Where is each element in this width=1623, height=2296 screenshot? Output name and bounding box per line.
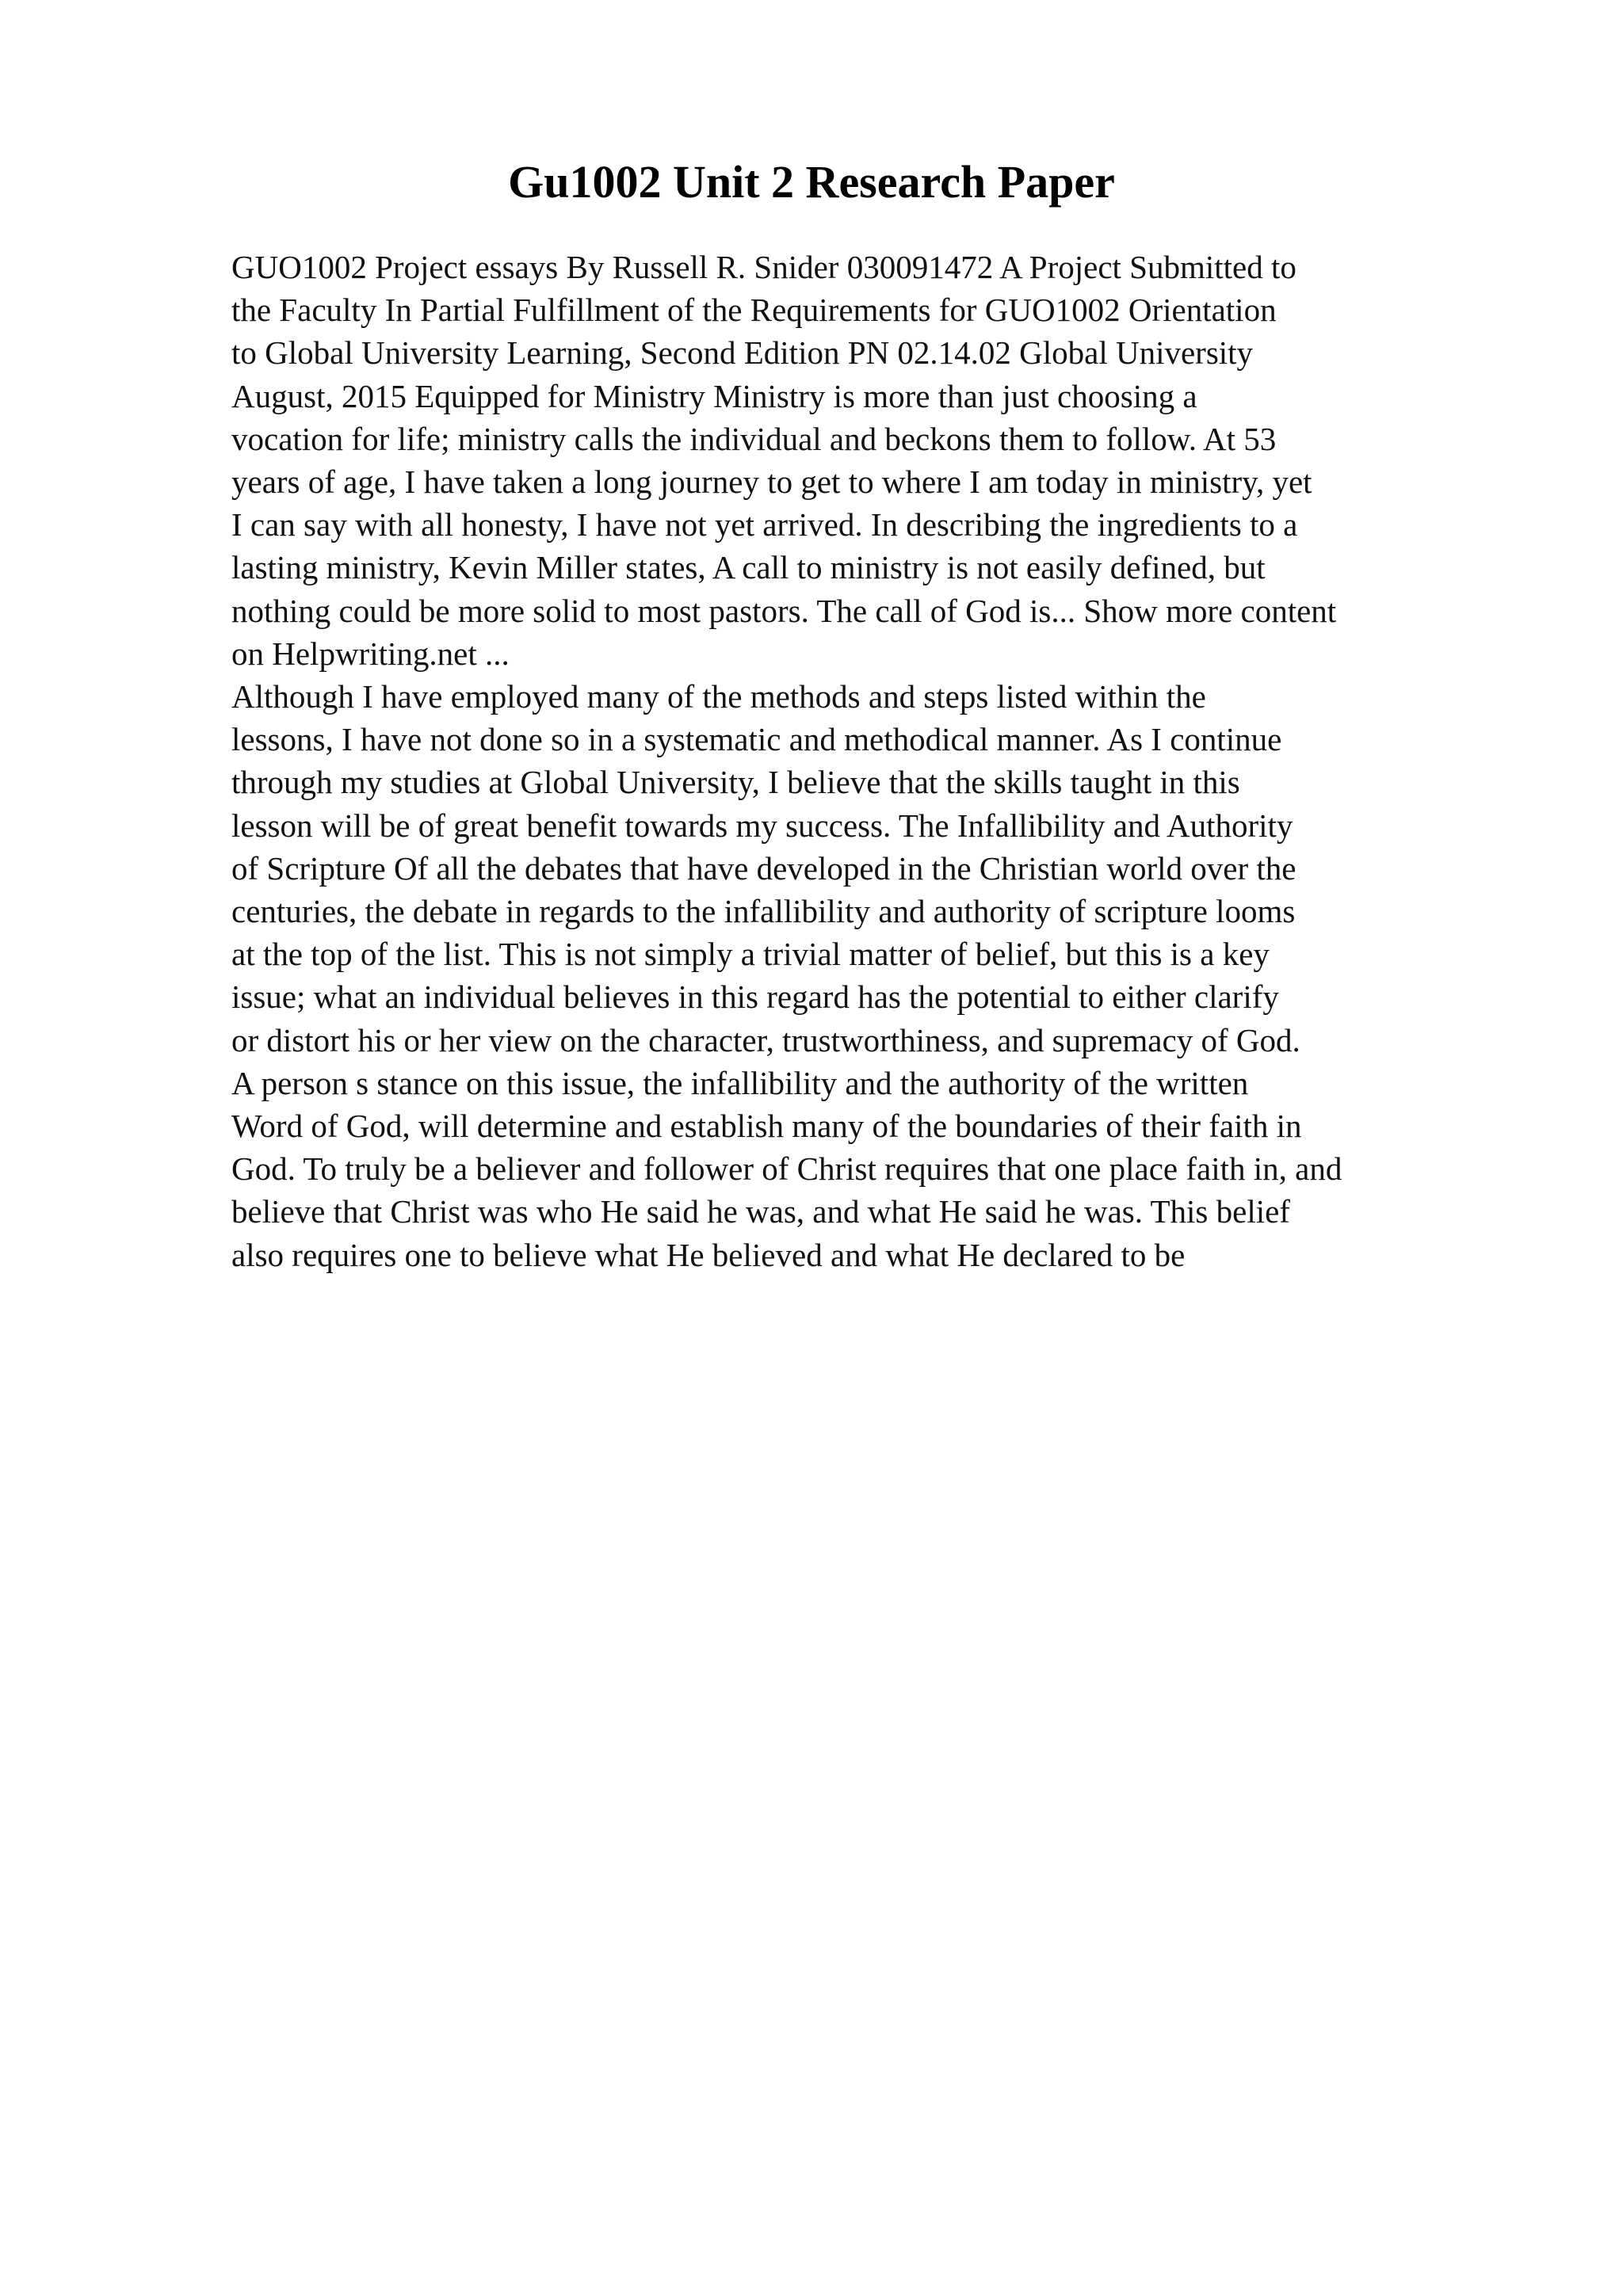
text-line: years of age, I have taken a long journey to get to where I am today in ministry, yet xyxy=(231,463,1312,501)
text-line: issue; what an individual believes in this regard has the potential to either clarify xyxy=(231,978,1279,1016)
text-line: GUO1002 Project essays By Russell R. Snider 030091472 A Project Submitted to xyxy=(231,249,1296,285)
text-line: August, 2015 Equipped for Ministry Ministry is more than just choosing a xyxy=(231,377,1197,414)
text-line: believe that Christ was who He said he was, and what He said he was. This belief xyxy=(231,1193,1290,1230)
document-body xyxy=(231,246,1515,1276)
text-line: of Scripture Of all the debates that have developed in the Christian world over the xyxy=(231,849,1296,887)
text-line: nothing could be more solid to most pastors. The call of God is... Show more content xyxy=(231,592,1337,629)
text-line: the Faculty In Partial Fulfillment of the Requirements for GUO1002 Orientation xyxy=(231,292,1277,329)
document-title: Gu1002 Unit 2 Research Paper xyxy=(508,156,1115,208)
text-line: through my studies at Global University, I believe that the skills taught in this xyxy=(231,764,1240,801)
text-line: on Helpwriting.net ... xyxy=(231,635,510,672)
text-line: lessons, I have not done so in a systematic and methodical manner. As I continue xyxy=(231,721,1282,758)
paragraph xyxy=(231,675,1515,1276)
text-line: Although I have employed many of the methods and steps listed within the xyxy=(231,678,1206,715)
paragraph xyxy=(231,246,1515,675)
text-line: lesson will be of great benefit towards my success. The Infallibility and Authority xyxy=(231,807,1293,844)
text-line: at the top of the list. This is not simply a trivial matter of belief, but this is a key xyxy=(231,936,1270,973)
text-line: or distort his or her view on the character, trustworthiness, and supremacy of God. xyxy=(231,1021,1300,1058)
text-line: I can say with all honesty, I have not yet arrived. In describing the ingredients to a xyxy=(231,506,1298,543)
text-line: A person s stance on this issue, the infallibility and the authority of the written xyxy=(231,1064,1249,1101)
text-line: centuries, the debate in regards to the infallibility and authority of scripture looms xyxy=(231,893,1296,930)
text-line: vocation for life; ministry calls the individual and beckons them to follow. At 53 xyxy=(231,420,1277,457)
text-line: to Global University Learning, Second Edition PN 02.14.02 Global University xyxy=(231,334,1254,372)
text-line: lasting ministry, Kevin Miller states, A call to ministry is not easily defined, but xyxy=(231,549,1266,586)
text-line: God. To truly be a believer and follower of Christ requires that one place faith in, and xyxy=(231,1150,1342,1188)
text-line: Word of God, will determine and establish many of the boundaries of their faith in xyxy=(231,1108,1302,1145)
text-line: also requires one to believe what He believed and what He declared to be xyxy=(231,1236,1186,1273)
